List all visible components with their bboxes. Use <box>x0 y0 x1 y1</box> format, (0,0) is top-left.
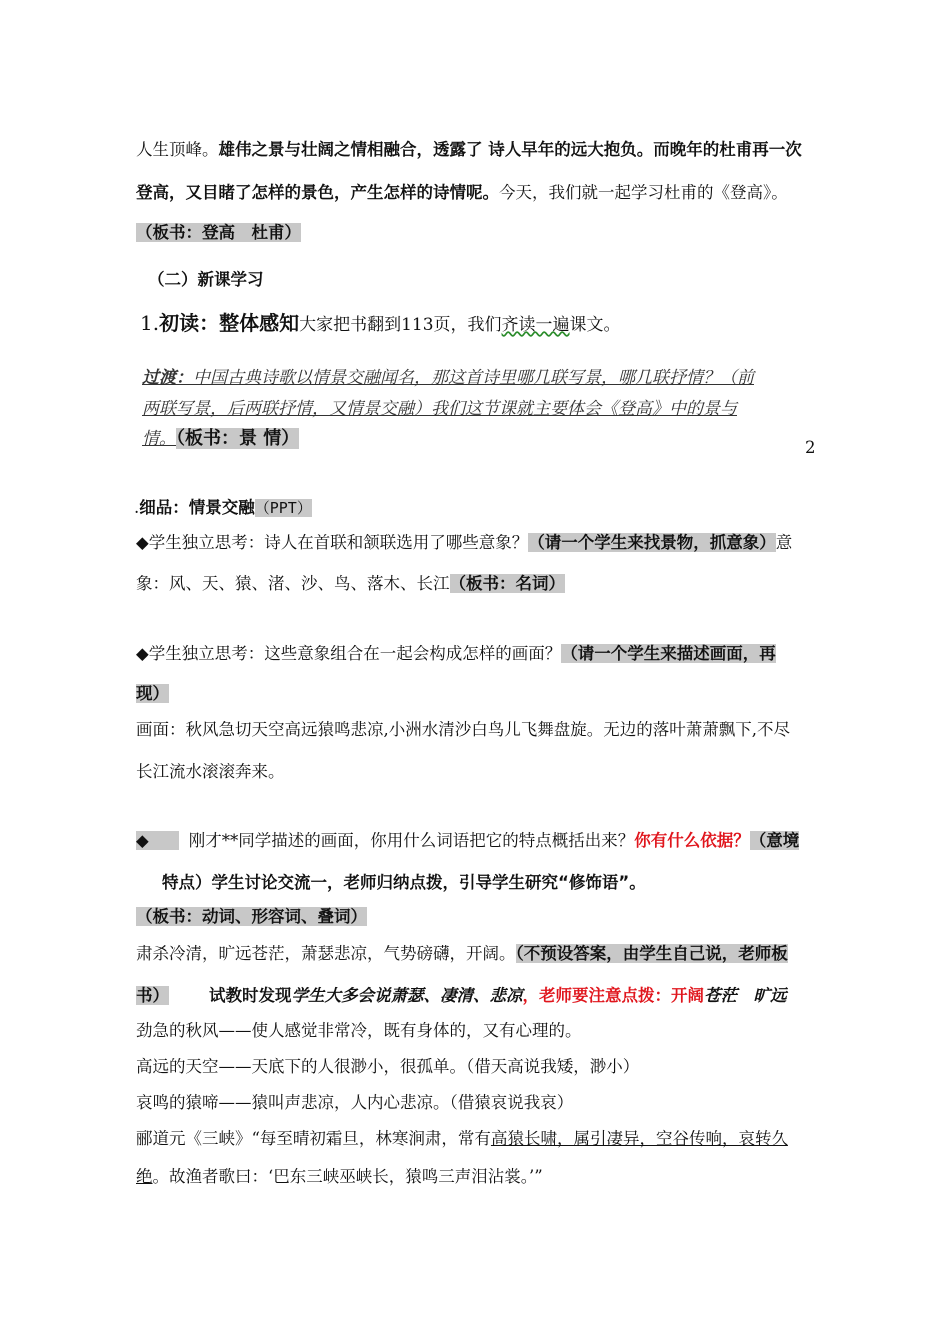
bullet: ◆ <box>136 831 179 850</box>
explain-line <box>136 1056 639 1078</box>
answer-text: 象：风、天、猿、渚、沙、鸟、落木、长江 <box>136 574 450 593</box>
step-heading <box>140 312 621 336</box>
step-title: 细品：情景交融 <box>139 498 255 517</box>
quote-underlined: 绝 <box>136 1167 153 1186</box>
question-text: ◆学生独立思考：诗人在首联和颔联选用了哪些意象？ <box>136 533 529 552</box>
answer-text: 长江流水滚滚奔来。 <box>136 762 285 781</box>
hint-text: （请一个学生来描述画面，再 <box>561 644 776 663</box>
bold-text: 雄伟之景与壮阔之情相融合，透露了 诗人早年的远大抱负。而晚年的杜甫再一次 <box>218 140 802 159</box>
quote-text: 郦道元《三峡》“每至晴初霜旦，林寒涧肃，常有 <box>136 1129 491 1148</box>
note-text: （不预设答案，由学生自己说，老师板 <box>515 944 788 963</box>
answer-text: 画面：秋风急切天空高远猿鸣悲凉,小洲水清沙白鸟儿飞舞盘旋。无边的落叶萧萧飘下,不尽 <box>136 720 790 739</box>
italic-text: 苍茫 旷远 <box>704 986 787 1005</box>
step-label: 初读： <box>159 311 220 335</box>
question-line <box>162 872 646 894</box>
paragraph-line <box>136 139 802 161</box>
section-title: （二）新课学习 <box>148 270 264 289</box>
answer-line <box>136 943 788 965</box>
step-number: 1. <box>140 311 160 335</box>
step-text: 大家把书翻到113页，我们 <box>299 315 502 335</box>
question-text: ◆学生独立思考：这些意象组合在一起会构成怎样的画面？ <box>136 644 562 663</box>
quote-line <box>136 1166 543 1188</box>
board-text: （板书：名词） <box>449 574 565 593</box>
transition-line <box>142 367 754 389</box>
board-text: （板书：动词、形容词、叠词） <box>136 907 367 926</box>
transition-line <box>142 398 737 420</box>
bold-text: 特点）学生讨论交流一，老师归纳点拨，引导学生研究“修饰语”。 <box>162 873 646 892</box>
red-text: ，老师要注意点拨：开阔 <box>522 986 704 1005</box>
red-text: 你有什么依据？ <box>634 831 750 850</box>
text: 意 <box>775 533 793 552</box>
answer-text: 肃杀冷清，旷远苍茫，萧瑟悲凉，气势磅礴，开阔。 <box>136 944 516 963</box>
step-text-marked: 齐读一遍 <box>501 315 570 335</box>
question-line <box>136 532 792 554</box>
quote-underlined: 高猿长啸，属引凄异，空谷传响，哀转久 <box>490 1129 788 1148</box>
question-line <box>136 643 776 665</box>
answer-line <box>136 985 787 1007</box>
page-number-text: 2 <box>805 438 816 457</box>
answer-line <box>136 761 285 783</box>
answer-line <box>136 573 565 595</box>
transition-line <box>142 428 299 450</box>
quote-text: 。故渔者歌曰：‘巴东三峡巫峡长，猿鸣三声泪沾裳。’” <box>152 1167 543 1186</box>
transition-label: 过渡： <box>142 368 193 388</box>
answer-line <box>136 719 790 741</box>
explain-line <box>136 1020 582 1042</box>
step-title: 整体感知 <box>219 311 300 335</box>
step-heading <box>134 497 312 519</box>
text: 今天，我们就一起学习杜甫的《登高》。 <box>499 183 788 202</box>
hint-text: （意境 <box>749 831 800 850</box>
transition-text: 情。 <box>142 429 176 449</box>
paragraph-line <box>136 182 788 204</box>
question-line <box>136 683 169 705</box>
board-text: （板书：景 情） <box>176 428 300 449</box>
prefix: . <box>134 498 140 517</box>
text: 人生顶峰。 <box>136 140 219 159</box>
step-text: 课文。 <box>569 315 621 335</box>
board-note <box>136 906 367 928</box>
transition-text: 两联写景，后两联抒情，又情景交融）我们这节课就主要体会《登高》中的景与 <box>142 399 737 419</box>
question-text: 刚才**同学描述的画面，你用什么词语把它的特点概括出来？ <box>188 831 635 850</box>
question-line <box>136 830 799 852</box>
explain-text: 哀鸣的猿啼——猿叫声悲凉，人内心悲凉。（借猿哀说我哀） <box>136 1093 574 1112</box>
hint-text: （请一个学生来找景物，抓意象） <box>528 533 776 552</box>
hint-text: 现） <box>136 684 169 703</box>
explain-text: 高远的天空——天底下的人很渺小，很孤单。（借天高说我矮，渺小） <box>136 1057 640 1076</box>
bold-text: 试教时发现 <box>209 986 292 1005</box>
italic-text: 学生大多会说萧瑟、凄清、悲凉 <box>291 986 523 1005</box>
board-text: （板书：登高 杜甫） <box>136 223 301 242</box>
explain-text: 劲急的秋风——使人感觉非常冷，既有身体的，又有心理的。 <box>136 1021 582 1040</box>
board-note <box>136 222 301 244</box>
transition-text: 中国古典诗歌以情景交融闻名，那这首诗里哪几联写景，哪几联抒情？（前 <box>193 368 754 388</box>
section-heading <box>148 269 264 291</box>
ppt-note: （PPT） <box>254 499 312 517</box>
quote-line <box>136 1128 788 1150</box>
explain-line <box>136 1092 573 1114</box>
page-number <box>805 437 816 459</box>
note-text: 书） <box>136 986 169 1005</box>
bold-text: 登高，又目睹了怎样的景色，产生怎样的诗情呢。 <box>136 183 499 202</box>
